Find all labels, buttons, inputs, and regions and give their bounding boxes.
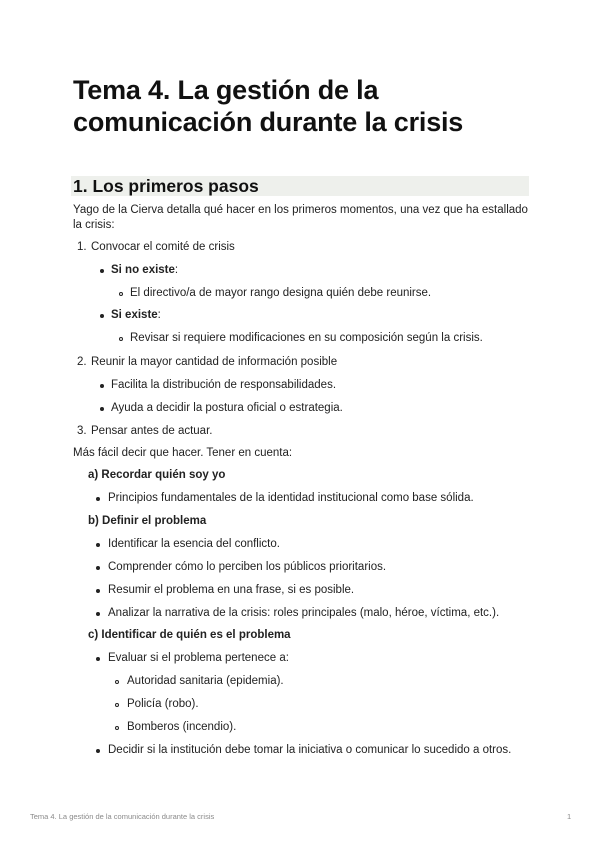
bullet-dot	[96, 497, 100, 501]
intro-line-2: la crisis:	[73, 219, 115, 231]
bullet-dot	[96, 589, 100, 593]
bullet-dot	[100, 407, 104, 411]
sub-bullet-circle	[115, 703, 119, 707]
list-item: Ayuda a decidir la postura oficial o estrategia.	[111, 402, 343, 414]
sub-item-label: Si existe	[111, 309, 158, 321]
step-2-number: 2.	[77, 356, 87, 368]
step-1-text: Convocar el comité de crisis	[91, 241, 235, 253]
list-item: Resumir el problema en una frase, si es posible.	[108, 584, 355, 596]
footer-page-number: 1	[567, 812, 572, 821]
bullet-dot	[100, 384, 104, 388]
easier-line: Más fácil decir que hacer. Tener en cuenta:	[73, 447, 293, 459]
section-heading: 1. Los primeros pasos	[73, 176, 259, 196]
step-3-text: Pensar antes de actuar.	[91, 425, 213, 437]
sub-sub-item: Revisar si requiere modificaciones en su composición según la crisis.	[130, 332, 483, 344]
title-line-2: comunicación durante la crisis	[73, 107, 464, 137]
intro-line-1: Yago de la Cierva detalla qué hacer en los primeros momentos, una vez que ha estallado	[73, 204, 528, 216]
list-item: Comprender cómo lo perciben los públicos prioritarios.	[108, 561, 387, 573]
sub-list-item: Autoridad sanitaria (epidemia).	[127, 675, 284, 687]
bullet-dot	[96, 657, 100, 661]
list-item: Identificar la esencia del conflicto.	[108, 538, 280, 550]
step-2-text: Reunir la mayor cantidad de información posible	[91, 356, 338, 368]
step-3-number: 3.	[77, 425, 87, 437]
sub-item-no-existe	[111, 263, 178, 278]
sub-sub-item: El directivo/a de mayor rango designa quién debe reunirse.	[130, 287, 432, 299]
list-item: Decidir si la institución debe tomar la iniciativa o comunicar lo sucedido a otros.	[108, 744, 512, 756]
bullet-dot	[96, 749, 100, 753]
sub-list-item: Bomberos (incendio).	[127, 721, 237, 733]
point-c-heading: c) Identificar de quién es el problema	[88, 629, 291, 641]
list-item: Analizar la narrativa de la crisis: roles principales (malo, héroe, víctima, etc.).	[108, 607, 500, 619]
sub-item-label: Si no existe	[111, 264, 175, 276]
bullet-dot	[96, 612, 100, 616]
page-title	[73, 74, 533, 138]
point-a-heading: a) Recordar quién soy yo	[88, 469, 226, 481]
sub-list-item: Policía (robo).	[127, 698, 199, 710]
sub-bullet-circle	[115, 680, 119, 684]
list-item: Principios fundamentales de la identidad institucional como base sólida.	[108, 492, 474, 504]
bullet-dot	[96, 543, 100, 547]
footer-title: Tema 4. La gestión de la comunicación durante la crisis	[30, 812, 215, 821]
sub-bullet-circle	[119, 292, 123, 296]
title-line-1: Tema 4. La gestión de la	[73, 75, 379, 105]
sub-bullet-circle	[115, 726, 119, 730]
point-b-heading: b) Definir el problema	[88, 515, 207, 527]
sub-item-si-existe	[111, 308, 161, 323]
sub-item-colon: :	[174, 264, 179, 276]
sub-bullet-circle	[119, 337, 123, 341]
step-1-number: 1.	[77, 241, 87, 253]
list-item: Evaluar si el problema pertenece a:	[108, 652, 289, 664]
bullet-dot	[96, 566, 100, 570]
sub-item-colon: :	[157, 309, 161, 321]
list-item: Facilita la distribución de responsabilidades.	[111, 379, 337, 391]
bullet-dot	[100, 314, 104, 318]
bullet-dot	[100, 269, 104, 273]
